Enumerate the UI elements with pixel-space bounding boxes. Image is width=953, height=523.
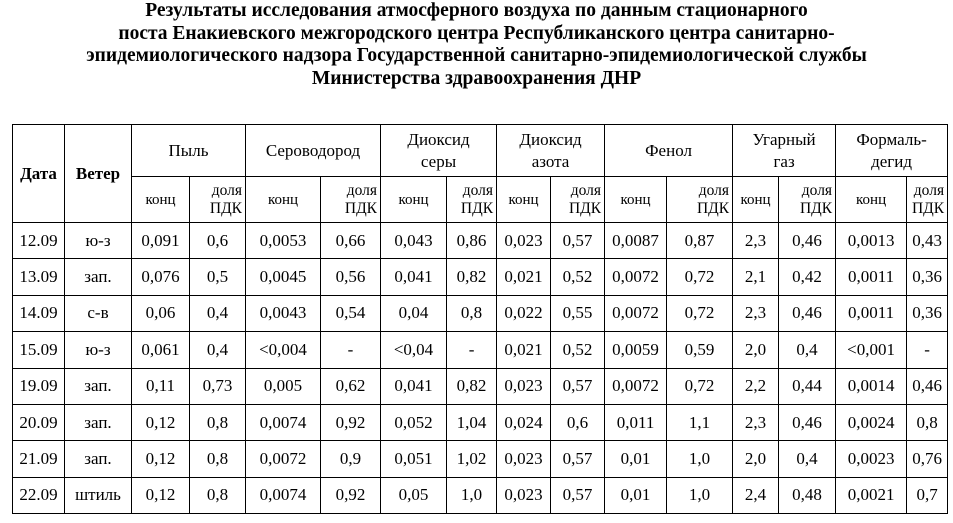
pdk-share-cell: 0,46 <box>779 223 836 259</box>
konc-cell: 2,3 <box>733 223 779 259</box>
konc-cell: 0,041 <box>381 259 447 295</box>
konc-cell: 0,11 <box>132 368 190 404</box>
pdk-share-cell: 0,57 <box>551 441 605 477</box>
subheader-konc: конц <box>497 177 551 223</box>
konc-cell: 0,01 <box>605 441 667 477</box>
konc-cell: <0,04 <box>381 332 447 368</box>
konc-cell: 0,091 <box>132 223 190 259</box>
document-title <box>0 0 953 90</box>
group-header-nitrogen-dioxide: Диоксид азота <box>497 125 605 177</box>
subheader-dolya-pdk <box>667 177 733 223</box>
pdk-share-cell: 0,46 <box>907 368 948 404</box>
konc-cell: 0,041 <box>381 368 447 404</box>
konc-cell: 2,4 <box>733 477 779 513</box>
pdk-share-cell: 0,92 <box>321 477 381 513</box>
pdk-share-cell: - <box>321 332 381 368</box>
pdk-share-cell: 0,36 <box>907 295 948 331</box>
konc-cell: 2,2 <box>733 368 779 404</box>
pdk-share-cell: 1,0 <box>667 477 733 513</box>
konc-cell: 2,3 <box>733 295 779 331</box>
pdk-share-cell: 0,56 <box>321 259 381 295</box>
table-row <box>13 295 948 331</box>
pdk-share-cell: 0,4 <box>190 295 246 331</box>
wind-cell: штиль <box>65 477 132 513</box>
konc-cell: 2,0 <box>733 332 779 368</box>
pdk-share-cell: 1,04 <box>447 404 497 440</box>
title-line: Результаты исследования атмосферного воздуха по данным стационарного <box>145 0 808 21</box>
pdk-share-cell: - <box>907 332 948 368</box>
pdk-share-cell: 1,1 <box>667 404 733 440</box>
subheader-dolya-pdk <box>190 177 246 223</box>
group-header-hydrogen-sulfide: Сероводород <box>246 125 381 177</box>
subheader-dolya: доля <box>570 181 602 199</box>
konc-cell: 0,0045 <box>246 259 321 295</box>
konc-cell: 0,0072 <box>605 368 667 404</box>
konc-cell: 0,051 <box>381 441 447 477</box>
subheader-dolya-pdk <box>779 177 836 223</box>
konc-cell: 0,052 <box>381 404 447 440</box>
subheader-dolya: доля <box>913 181 945 199</box>
wind-cell: зап. <box>65 404 132 440</box>
subheader-pdk: ПДК <box>568 199 602 217</box>
pdk-share-cell: 0,73 <box>190 368 246 404</box>
subheader-pdk: ПДК <box>209 199 242 217</box>
pdk-share-cell: 0,5 <box>190 259 246 295</box>
table-row <box>13 259 948 295</box>
title-line: поста Енакиевского межгородского центра Республиканского центра санитарно- <box>118 22 835 44</box>
konc-cell: 0,12 <box>132 477 190 513</box>
table-row <box>13 404 948 440</box>
konc-cell: 0,0014 <box>836 368 907 404</box>
pdk-share-cell: 0,52 <box>551 332 605 368</box>
pdk-share-cell: 0,57 <box>551 477 605 513</box>
pdk-share-cell: 0,52 <box>551 259 605 295</box>
date-cell: 12.09 <box>13 223 65 259</box>
pdk-share-cell: 0,57 <box>551 223 605 259</box>
subheader-pdk: ПДК <box>344 199 378 217</box>
pdk-share-cell: 0,59 <box>667 332 733 368</box>
konc-cell: 0,0024 <box>836 404 907 440</box>
konc-cell: 2,1 <box>733 259 779 295</box>
pdk-share-cell: 0,44 <box>779 368 836 404</box>
konc-cell: 0,0011 <box>836 295 907 331</box>
pdk-share-cell: 0,4 <box>190 332 246 368</box>
pdk-share-cell: 0,82 <box>447 368 497 404</box>
konc-cell: 0,0043 <box>246 295 321 331</box>
title-line: эпидемиологического надзора Государственной санитарно-эпидемиологической службы <box>86 45 867 66</box>
pdk-share-cell: 0,8 <box>447 295 497 331</box>
wind-cell: с-в <box>65 295 132 331</box>
date-cell: 19.09 <box>13 368 65 404</box>
pdk-share-cell: 1,0 <box>447 477 497 513</box>
pdk-share-cell: 0,48 <box>779 477 836 513</box>
header-row-subcolumns <box>13 177 948 223</box>
date-cell: 14.09 <box>13 295 65 331</box>
konc-cell: 0,005 <box>246 368 321 404</box>
konc-cell: 0,0072 <box>605 295 667 331</box>
subheader-pdk: ПДК <box>460 199 494 217</box>
konc-cell: 0,0021 <box>836 477 907 513</box>
wind-cell: зап. <box>65 441 132 477</box>
subheader-dolya-pdk <box>907 177 948 223</box>
konc-cell: 0,0013 <box>836 223 907 259</box>
subheader-dolya-pdk <box>551 177 605 223</box>
pdk-share-cell: 0,92 <box>321 404 381 440</box>
pdk-share-cell: 0,62 <box>321 368 381 404</box>
wind-cell: зап. <box>65 259 132 295</box>
konc-cell: 0,0074 <box>246 477 321 513</box>
konc-cell: 0,023 <box>497 477 551 513</box>
pdk-share-cell: 0,6 <box>551 404 605 440</box>
subheader-pdk: ПДК <box>911 199 945 217</box>
pdk-share-cell: 0,55 <box>551 295 605 331</box>
date-header: Дата <box>13 125 65 223</box>
wind-cell: зап. <box>65 368 132 404</box>
pdk-share-cell: 0,57 <box>551 368 605 404</box>
konc-cell: 0,023 <box>497 368 551 404</box>
table-row <box>13 477 948 513</box>
pdk-share-cell: 0,8 <box>190 477 246 513</box>
pdk-share-cell: 0,86 <box>447 223 497 259</box>
konc-cell: 0,022 <box>497 295 551 331</box>
konc-cell: 0,06 <box>132 295 190 331</box>
subheader-pdk: ПДК <box>799 199 833 217</box>
konc-cell: 0,021 <box>497 259 551 295</box>
pdk-share-cell: 0,76 <box>907 441 948 477</box>
konc-cell: 0,043 <box>381 223 447 259</box>
pdk-share-cell: 0,9 <box>321 441 381 477</box>
wind-cell: ю-з <box>65 332 132 368</box>
date-cell: 22.09 <box>13 477 65 513</box>
subheader-konc: конц <box>836 177 907 223</box>
subheader-konc: конц <box>246 177 321 223</box>
subheader-pdk: ПДК <box>696 199 730 217</box>
subheader-dolya: доля <box>346 181 378 199</box>
pdk-share-cell: 0,8 <box>190 441 246 477</box>
pdk-share-cell: 0,72 <box>667 295 733 331</box>
subheader-konc: конц <box>132 177 190 223</box>
konc-cell: 0,021 <box>497 332 551 368</box>
group-header-sulfur-dioxide: Диоксид серы <box>381 125 497 177</box>
konc-cell: 0,011 <box>605 404 667 440</box>
subheader-dolya-pdk <box>447 177 497 223</box>
konc-cell: 0,023 <box>497 223 551 259</box>
table-body <box>13 223 948 514</box>
konc-cell: 0,0087 <box>605 223 667 259</box>
konc-cell: 0,12 <box>132 441 190 477</box>
date-cell: 13.09 <box>13 259 65 295</box>
subheader-konc: конц <box>733 177 779 223</box>
table-row <box>13 332 948 368</box>
konc-cell: 2,0 <box>733 441 779 477</box>
konc-cell: <0,004 <box>246 332 321 368</box>
konc-cell: 0,0072 <box>246 441 321 477</box>
pdk-share-cell: 0,66 <box>321 223 381 259</box>
date-cell: 15.09 <box>13 332 65 368</box>
title-line: Министерства здравоохранения ДНР <box>311 67 642 89</box>
group-header-formaldehyde: Формаль-дегид <box>836 125 948 177</box>
konc-cell: 0,024 <box>497 404 551 440</box>
group-header-phenol: Фенол <box>605 125 733 177</box>
konc-cell: 0,05 <box>381 477 447 513</box>
pdk-share-cell: 1,0 <box>667 441 733 477</box>
pdk-share-cell: 0,46 <box>779 295 836 331</box>
pdk-share-cell: 0,36 <box>907 259 948 295</box>
konc-cell: 0,0072 <box>605 259 667 295</box>
konc-cell: 0,023 <box>497 441 551 477</box>
konc-cell: 0,0059 <box>605 332 667 368</box>
wind-cell: ю-з <box>65 223 132 259</box>
wind-header: Ветер <box>65 125 132 223</box>
pdk-share-cell: 0,46 <box>779 404 836 440</box>
pdk-share-cell: 0,4 <box>779 332 836 368</box>
konc-cell: 0,12 <box>132 404 190 440</box>
pdk-share-cell: 0,42 <box>779 259 836 295</box>
subheader-dolya: доля <box>801 181 833 199</box>
pdk-share-cell: 0,8 <box>907 404 948 440</box>
konc-cell: <0,001 <box>836 332 907 368</box>
pdk-share-cell: 0,6 <box>190 223 246 259</box>
subheader-konc: конц <box>605 177 667 223</box>
date-cell: 20.09 <box>13 404 65 440</box>
group-header-dust: Пыль <box>132 125 246 177</box>
pdk-share-cell: 0,7 <box>907 477 948 513</box>
konc-cell: 0,01 <box>605 477 667 513</box>
pdk-share-cell: - <box>447 332 497 368</box>
konc-cell: 0,04 <box>381 295 447 331</box>
group-header-carbon-monoxide: Угарный газ <box>733 125 836 177</box>
konc-cell: 0,0074 <box>246 404 321 440</box>
pdk-share-cell: 0,72 <box>667 259 733 295</box>
pdk-share-cell: 0,8 <box>190 404 246 440</box>
pdk-share-cell: 0,87 <box>667 223 733 259</box>
air-quality-table <box>12 124 948 514</box>
subheader-dolya-pdk <box>321 177 381 223</box>
subheader-dolya: доля <box>462 181 494 199</box>
subheader-konc: конц <box>381 177 447 223</box>
pdk-share-cell: 0,72 <box>667 368 733 404</box>
konc-cell: 0,061 <box>132 332 190 368</box>
table-row <box>13 441 948 477</box>
subheader-dolya: доля <box>698 181 730 199</box>
konc-cell: 2,3 <box>733 404 779 440</box>
konc-cell: 0,0053 <box>246 223 321 259</box>
pdk-share-cell: 0,82 <box>447 259 497 295</box>
pdk-share-cell: 0,43 <box>907 223 948 259</box>
pdk-share-cell: 0,4 <box>779 441 836 477</box>
pdk-share-cell: 0,54 <box>321 295 381 331</box>
table-row <box>13 223 948 259</box>
subheader-dolya: доля <box>211 181 242 199</box>
konc-cell: 0,0023 <box>836 441 907 477</box>
pdk-share-cell: 1,02 <box>447 441 497 477</box>
table-row <box>13 368 948 404</box>
header-row-groups <box>13 125 948 177</box>
date-cell: 21.09 <box>13 441 65 477</box>
konc-cell: 0,076 <box>132 259 190 295</box>
konc-cell: 0,0011 <box>836 259 907 295</box>
